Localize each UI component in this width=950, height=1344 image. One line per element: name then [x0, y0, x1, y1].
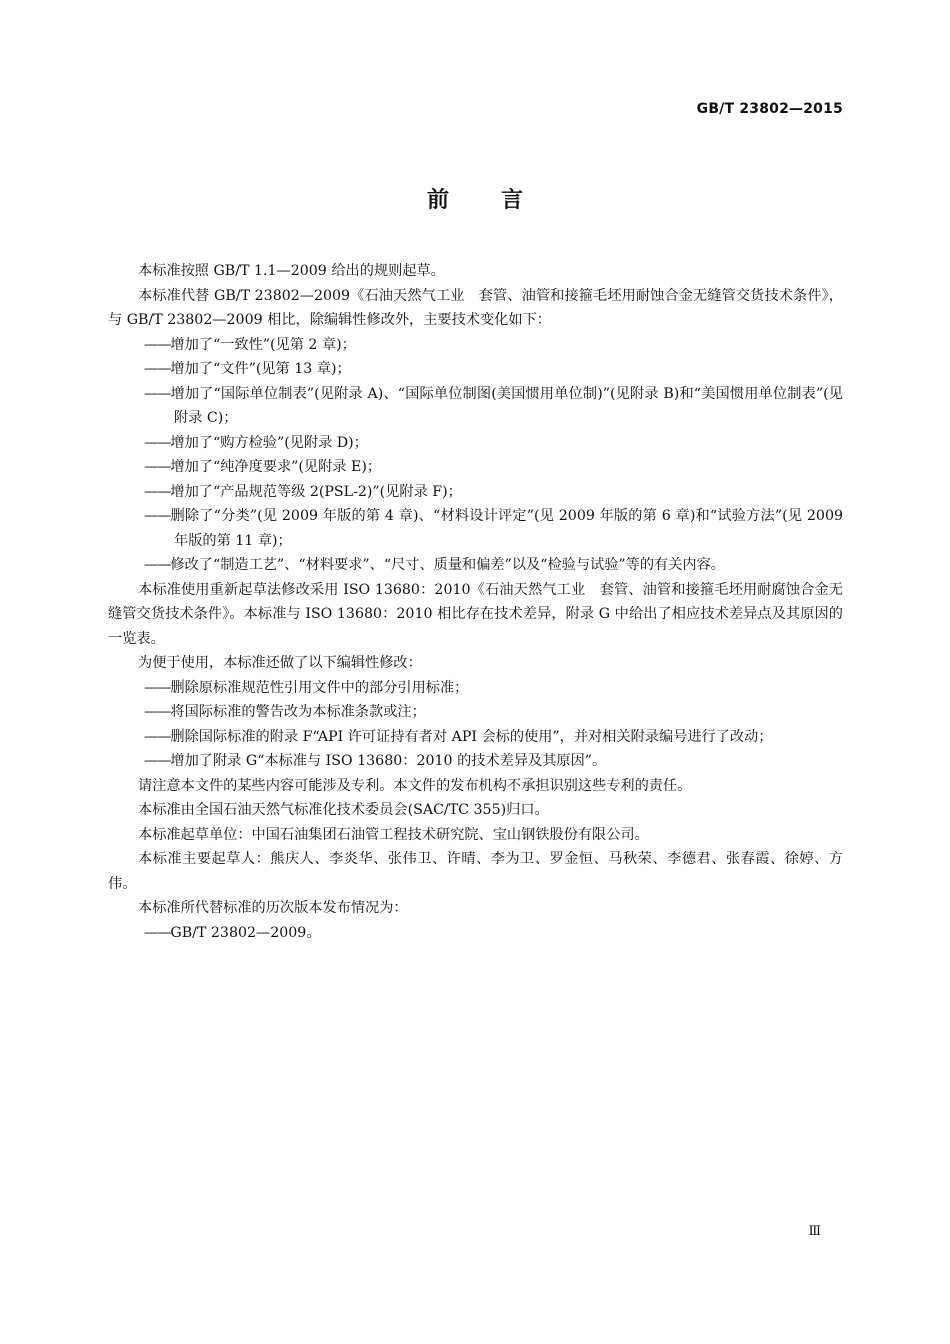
dash-mark: ——	[144, 679, 171, 696]
change-item-text: 增加了“购方检验”(见附录 D)；	[170, 434, 368, 451]
change-item-text: 修改了“制造工艺”、“材料要求”、“尺寸、质量和偏差”以及“检验与试验”等的有关内容。	[170, 557, 725, 573]
paragraph-drafters: 本标准主要起草人：熊庆人、李炎华、张伟卫、许晴、李为卫、罗金恒、马秋荣、李德君、张春霞、徐婷、方伟。	[108, 851, 843, 892]
document-body	[108, 259, 843, 945]
dash-mark: ——	[144, 753, 171, 769]
list-item	[108, 676, 843, 701]
dash-mark: ——	[144, 508, 171, 524]
list-item	[108, 333, 843, 358]
dash-mark: ——	[144, 728, 171, 745]
paragraph-patent: 请注意本文件的某些内容可能涉及专利。本文件的发布机构不承担识别这些专利的责任。	[138, 777, 692, 794]
edit-item-text: 删除国际标准的附录 F“API 许可证持有者对 API 会标的使用”，并对相关附录编号进行了改动；	[170, 728, 773, 745]
list-item	[108, 455, 843, 480]
dash-mark: ——	[144, 361, 171, 377]
list-item	[108, 431, 843, 456]
edit-item-text: 增加了附录 G“本标准与 ISO 13680：2010 的技术差异及其原因”。	[170, 753, 607, 769]
list-item	[108, 480, 843, 505]
dash-mark: ——	[144, 483, 171, 500]
dash-mark: ——	[144, 385, 171, 402]
edit-item-text: 将国际标准的警告改为本标准条款或注；	[170, 704, 426, 720]
dash-mark: ——	[144, 924, 171, 941]
paragraph-editorial: 为便于使用，本标准还做了以下编辑性修改：	[138, 655, 422, 671]
dash-mark: ——	[144, 336, 171, 353]
dash-mark: ——	[144, 557, 171, 573]
paragraph-committee: 本标准由全国石油天然气标准化技术委员会(SAC/TC 355)归口。	[138, 802, 549, 818]
standard-code: GB/T 23802—2015	[696, 101, 843, 117]
paragraph-drafting-units: 本标准起草单位：中国石油集团石油管工程技术研究院、宝山钢铁股份有限公司。	[138, 826, 649, 843]
list-item	[108, 382, 843, 431]
change-item-text: 增加了“产品规范等级 2(PSL-2)”(见附录 F)；	[170, 483, 462, 500]
dash-mark: ——	[144, 704, 171, 720]
change-item-text: 增加了“纯净度要求”(见附录 E)；	[170, 459, 382, 475]
list-item	[108, 700, 843, 725]
edit-item-text: 删除原标准规范性引用文件中的部分引用标准；	[170, 679, 469, 696]
list-item	[108, 749, 843, 774]
page-number: Ⅲ	[808, 1224, 821, 1239]
paragraph-history: 本标准所代替标准的历次版本发布情况为：	[138, 900, 408, 916]
dash-mark: ——	[144, 459, 171, 475]
list-item	[108, 357, 843, 382]
page-title: 前言	[426, 188, 575, 213]
list-item	[108, 553, 843, 578]
paragraph-adoption: 本标准使用重新起草法修改采用 ISO 13680：2010《石油天然气工业 套管、油管和接箍毛坯用耐腐蚀合金无缝管交货技术条件》。本标准与 ISO 13680：2010 相比存在技术差异，附录 G 中给出了相应技术差异点及其原因的一览表。	[108, 581, 843, 647]
change-item-text: 删除了“分类”(见 2009 年版的第 4 章)、“材料设计评定”(见 2009 年版的第 6 章)和“试验方法”(见 2009 年版的第 11 章)；	[170, 508, 843, 549]
list-item	[108, 921, 843, 946]
list-item	[108, 504, 843, 553]
paragraph-drafting-rules: 本标准按照 GB/T 1.1—2009 给出的规则起草。	[138, 263, 445, 279]
history-item-text: GB/T 23802—2009。	[170, 924, 321, 941]
paragraph-replaces: 本标准代替 GB/T 23802—2009《石油天然气工业 套管、油管和接箍毛坯用耐蚀合金无缝管交货技术条件》，与 GB/T 23802—2009 相比，除编辑性修改外，主要技术变化如下：	[108, 287, 843, 328]
list-item	[108, 725, 843, 750]
change-item-text: 增加了“文件”(见第 13 章)；	[170, 361, 351, 377]
change-item-text: 增加了“一致性”(见第 2 章)；	[170, 336, 356, 353]
change-item-text: 增加了“国际单位制表”(见附录 A)、“国际单位制图(美国惯用单位制)”(见附录 B)和“美国惯用单位制表”(见附录 C)；	[170, 385, 843, 426]
dash-mark: ——	[144, 434, 171, 451]
